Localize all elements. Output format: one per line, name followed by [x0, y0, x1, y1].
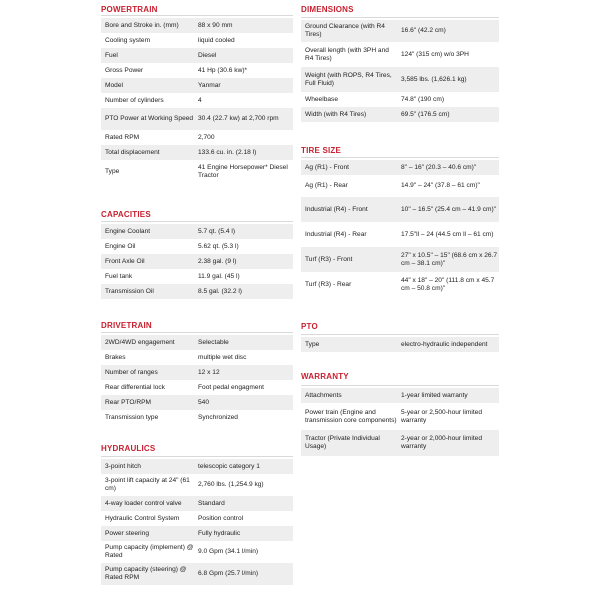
spec-value: 16.6" (42.2 cm)	[401, 27, 446, 34]
spec-value: multiple wet disc	[198, 353, 247, 361]
spec-label: Wheelbase	[305, 95, 338, 103]
spec-row	[101, 365, 293, 380]
spec-label: Total displacement	[105, 148, 160, 156]
spec-row	[301, 272, 499, 297]
spec-label: Transmission Oil	[105, 287, 154, 295]
spec-label: Brakes	[105, 353, 126, 361]
spec-row	[101, 145, 293, 160]
spec-value: 5-year or 2,500-hour limited warranty	[401, 408, 482, 424]
spec-value: Yanmar	[198, 81, 221, 89]
spec-row	[101, 410, 293, 425]
spec-label: Power train (Engine and transmission core components)	[305, 408, 397, 424]
spec-row	[101, 239, 293, 254]
spec-label: PTO Power at Working Speed	[105, 115, 194, 122]
spec-label: Type	[105, 168, 120, 175]
section-divider	[301, 17, 499, 18]
spec-label: Attachments	[305, 391, 342, 399]
spec-value: 41 Hp (30.6 kw)*	[198, 66, 248, 74]
section-title: WARRANTY	[301, 372, 349, 381]
spec-row	[301, 337, 499, 352]
spec-value: 124" (315 cm) w/o 3PH	[401, 50, 469, 58]
spec-value: Foot pedal engagment	[198, 383, 264, 391]
spec-value: 10" – 16.5" (25.4 cm – 41.9 cm)"	[401, 205, 496, 213]
spec-label: 4-way loader control valve	[105, 499, 182, 507]
spec-value: 5.7 qt. (5.4 l)	[198, 227, 236, 235]
spec-label: Tractor (Private Individual Usage)	[305, 435, 380, 450]
spec-row	[301, 107, 499, 122]
spec-label: Engine Oil	[105, 242, 136, 250]
spec-label: Industrial (R4) - Rear	[305, 230, 367, 238]
spec-row	[301, 175, 499, 197]
spec-value: electro-hydraulic independent	[401, 340, 488, 348]
spec-label: 3-point lift capacity at 24" (61 cm)	[105, 477, 190, 492]
spec-label: Ag (R1) - Front	[305, 163, 349, 171]
spec-value: telescopic category 1	[198, 462, 260, 470]
spec-value: Selectable	[198, 338, 229, 346]
section-title: HYDRAULICS	[101, 444, 156, 453]
spec-row	[101, 526, 293, 541]
spec-value: 540	[198, 398, 210, 406]
spec-value: 88 x 90 mm	[198, 21, 233, 29]
spec-label: Fuel tank	[105, 272, 133, 280]
spec-label: Rated RPM	[105, 133, 140, 141]
spec-label: Power steering	[105, 529, 149, 537]
spec-label: Rear differential lock	[105, 383, 165, 391]
spec-row	[101, 254, 293, 269]
spec-row	[301, 160, 499, 175]
spec-row	[301, 42, 499, 67]
section-divider	[101, 221, 293, 222]
spec-value: 11.9 gal. (45 l)	[198, 272, 240, 280]
spec-value: 74.8" (190 cm)	[401, 95, 445, 103]
spec-value: 12 x 12	[198, 368, 220, 376]
spec-value: 8.5 gal. (32.2 l)	[198, 287, 242, 295]
section-title: DIMENSIONS	[301, 5, 354, 14]
spec-value: 9.0 Gpm (34.1 l/min)	[198, 548, 259, 555]
spec-row	[101, 541, 293, 563]
spec-table	[101, 459, 293, 585]
spec-row	[101, 48, 293, 63]
spec-value: Position control	[198, 514, 244, 522]
spec-value: liquid cooled	[198, 36, 235, 44]
spec-table	[301, 160, 499, 297]
spec-row	[101, 511, 293, 526]
spec-label: Cooling system	[105, 36, 151, 44]
spec-value: 2,700	[198, 133, 215, 141]
spec-row	[101, 78, 293, 93]
spec-row	[101, 224, 293, 239]
section-divider	[101, 15, 293, 16]
section-divider	[301, 385, 499, 386]
spec-row	[101, 563, 293, 585]
section-divider	[101, 456, 293, 457]
spec-label: Bore and Stroke in. (mm)	[105, 21, 179, 29]
spec-label: Industrial (R4) - Front	[305, 205, 368, 213]
spec-value: 2,760 lbs. (1,254.9 kg)	[198, 481, 264, 488]
spec-label: Hydraulic Control System	[105, 514, 180, 522]
spec-row	[301, 67, 499, 92]
spec-row	[101, 474, 293, 496]
spec-row	[301, 430, 499, 456]
spec-label: Ground Clearance (with R4 Tires)	[305, 23, 385, 38]
spec-value: 14.9" – 24" (37.8 – 61 cm)"	[401, 182, 480, 189]
spec-label: Transmission type	[105, 413, 159, 421]
spec-row	[301, 247, 499, 272]
spec-row	[101, 335, 293, 350]
spec-label: Fuel	[105, 51, 118, 59]
spec-label: Turf (R3) - Front	[305, 255, 353, 263]
spec-row	[301, 20, 499, 42]
spec-row	[101, 459, 293, 474]
spec-label: Number of cylinders	[105, 96, 164, 104]
spec-table	[301, 388, 499, 456]
spec-row	[101, 496, 293, 511]
spec-row	[301, 403, 499, 430]
spec-row	[101, 93, 293, 108]
spec-row	[101, 160, 293, 184]
spec-row	[301, 92, 499, 107]
spec-value: 133.6 cu. in. (2.18 l)	[198, 148, 257, 156]
spec-value: Synchronized	[198, 413, 238, 421]
spec-value: 1-year limited warranty	[401, 391, 468, 399]
spec-label: Pump capacity (implement) @ Rated	[105, 544, 194, 559]
spec-table	[301, 20, 499, 122]
spec-table	[101, 224, 293, 299]
spec-value: 69.5" (176.5 cm)	[401, 110, 450, 118]
spec-label: Overall length (with 3PH and R4 Tires)	[305, 46, 389, 62]
spec-value: 2-year or 2,000-hour limited warranty	[401, 435, 482, 450]
section-divider	[301, 157, 499, 158]
spec-value: 27" x 10.5" – 15" (68.6 cm x 26.7 cm – 38.1 cm)"	[401, 251, 498, 267]
spec-label: Type	[305, 340, 320, 348]
spec-label: Gross Power	[105, 66, 144, 74]
spec-value: 41 Engine Horsepower* Diesel Tractor	[198, 164, 288, 179]
spec-label: Turf (R3) - Rear	[305, 280, 352, 288]
section-title: TIRE SIZE	[301, 146, 342, 155]
section-title: CAPACITIES	[101, 210, 151, 219]
spec-value: 44" x 18" – 20" (111.8 cm x 45.7 cm – 50.8 cm)"	[401, 276, 495, 292]
spec-label: Number of ranges	[105, 368, 158, 376]
spec-row	[301, 222, 499, 247]
spec-table	[101, 335, 293, 425]
spec-value: 2.38 gal. (9 l)	[198, 257, 237, 265]
section-title: POWERTRAIN	[101, 5, 158, 14]
spec-row	[101, 284, 293, 299]
spec-row	[101, 33, 293, 48]
spec-row	[301, 197, 499, 222]
spec-label: Engine Coolant	[105, 227, 151, 235]
spec-value: 6.8 Gpm (25.7 l/min)	[198, 570, 259, 577]
spec-value: 30.4 (22.7 kw) at 2,700 rpm	[198, 115, 279, 122]
spec-label: Weight (with ROPS, R4 Tires, Full Fluid)	[305, 71, 392, 87]
spec-value: Fully hydraulic	[198, 529, 241, 537]
spec-row	[101, 395, 293, 410]
spec-value: 4	[198, 96, 202, 104]
spec-label: Rear PTO/RPM	[105, 398, 152, 406]
spec-label: Ag (R1) - Rear	[305, 182, 348, 189]
spec-label: 2WD/4WD engagement	[105, 338, 175, 346]
spec-value: Standard	[198, 499, 225, 507]
section-divider	[101, 332, 293, 333]
spec-label: 3-point hitch	[105, 462, 141, 470]
spec-value: 8" – 16" (20.3 – 40.6 cm)"	[401, 163, 477, 171]
section-title: DRIVETRAIN	[101, 321, 152, 330]
spec-value: Diesel	[198, 51, 217, 59]
spec-table	[101, 18, 293, 184]
section-divider	[301, 334, 499, 335]
spec-row	[101, 63, 293, 78]
spec-label: Pump capacity (steering) @ Rated RPM	[105, 566, 187, 581]
spec-row	[101, 108, 293, 130]
spec-table	[301, 337, 499, 352]
spec-row	[301, 388, 499, 403]
spec-row	[101, 18, 293, 33]
spec-row	[101, 269, 293, 284]
spec-value: 3,585 lbs. (1,626.1 kg)	[401, 75, 467, 83]
spec-row	[101, 130, 293, 145]
spec-label: Width (with R4 Tires)	[305, 110, 367, 118]
spec-value: 17.5"ll – 24 (44.5 cm ll – 61 cm)	[401, 230, 494, 238]
spec-row	[101, 350, 293, 365]
spec-label: Front Axle Oil	[105, 257, 145, 265]
spec-row	[101, 380, 293, 395]
spec-value: 5.62 qt. (5.3 l)	[198, 242, 239, 250]
spec-label: Model	[105, 81, 123, 89]
section-title: PTO	[301, 322, 318, 331]
